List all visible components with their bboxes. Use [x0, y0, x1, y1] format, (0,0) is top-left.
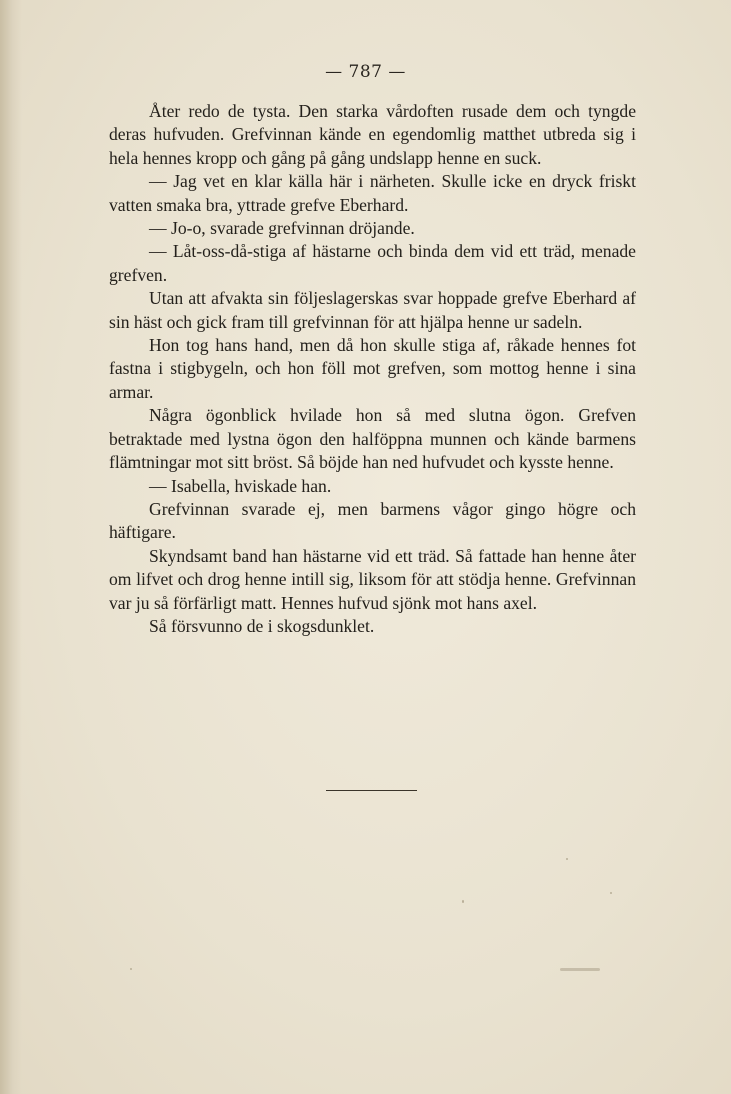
paragraph: Skyndsamt band han hästarne vid ett träd. Så fattade han henne åter om lifvet och drog henne intill sig, liksom för att stödja henne. Grefvinnan var ju så förfärligt matt. Hennes hufvud sjönk mot hans axel.	[109, 545, 636, 613]
paper-speck	[462, 900, 464, 903]
paragraph: Så försvunno de i skogsdunklet.	[149, 615, 375, 636]
section-end-rule	[326, 790, 417, 791]
paragraph: Utan att afvakta sin följeslagerskas svar hoppade grefve Eberhard af sin häst och gick fram till grefvinnan för att hjälpa henne ur sadeln.	[109, 288, 636, 332]
dialogue-line: — Låt-oss-då-stiga af hästarne och binda dem vid ett träd, menade grefven.	[109, 241, 636, 285]
body-text	[109, 100, 636, 638]
dialogue-line: — Jo-o, svarade grefvinnan dröjande.	[149, 218, 415, 239]
paragraph: Åter redo de tysta. Den starka vårdoften rusade dem och tyngde deras hufvuden. Grefvinnan kände en egendomlig matthet utbreda sig i hela hennes kropp och gång på gång undslapp henne en suck.	[109, 101, 636, 168]
dialogue-line: — Isabella, hviskade han.	[149, 475, 332, 496]
paper-speck	[560, 968, 600, 971]
paragraph: Några ögonblick hvilade hon så med slutna ögon. Grefven betraktade med lystna ögon den halföppna munnen och kände barmens flämtningar mot sitt bröst. Så böjde han ned hufvudet och kysste henne.	[109, 405, 636, 473]
paper-speck	[566, 858, 568, 860]
dialogue-line: — Jag vet en klar källa här i närheten. Skulle icke en dryck friskt vatten smaka bra, yttrade grefve Eberhard.	[109, 171, 636, 215]
paragraph: Grefvinnan svarade ej, men barmens vågor gingo högre och häftigare.	[109, 498, 636, 543]
page-number: — 787 —	[325, 62, 406, 82]
paragraph: Hon tog hans hand, men då hon skulle stiga af, råkade hennes fot fastna i stigbygeln, och hon föll mot grefven, som mottog henne i sina armar.	[109, 335, 636, 402]
paper-speck	[610, 892, 612, 894]
paper-speck	[130, 968, 132, 970]
page-gutter-shadow	[0, 0, 22, 1094]
